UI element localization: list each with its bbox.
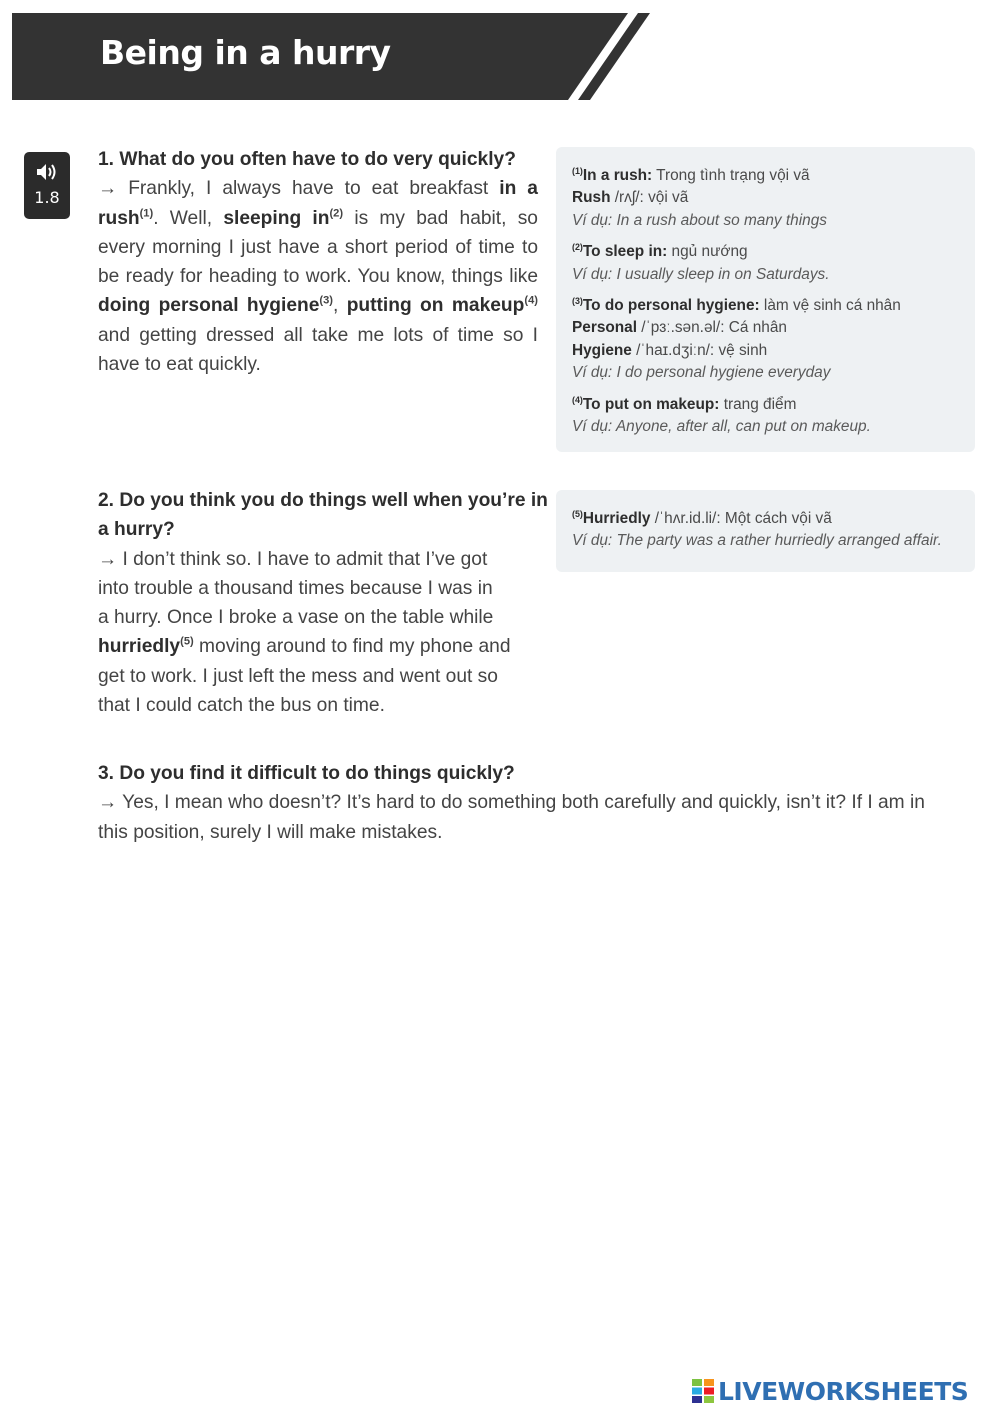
vocab-in-a-rush: in a rush — [98, 178, 538, 229]
answer-line: into trouble a thousand times because I was in — [98, 577, 493, 599]
vocab-term: Personal — [572, 319, 638, 337]
title-banner — [12, 13, 652, 100]
vocab-example: Ví dụ: The party was a rather hurriedly arranged affair. — [572, 532, 942, 550]
liveworksheets-logo[interactable] — [692, 1375, 968, 1407]
answer-line: this position, surely I will make mistakes. — [98, 821, 443, 843]
question-2-title-line-1: 2. Do you think you do things well when you’re in — [98, 490, 548, 511]
vocab-term: To put on makeup: — [582, 395, 720, 413]
vocab-personal-hygiene: doing personal hygiene — [98, 295, 320, 317]
question-2 — [98, 486, 548, 720]
footnote-ref-5: (5) — [180, 636, 194, 649]
answer-text: . Well, — [153, 207, 224, 229]
logo-text: LIVEWORKSHEETS — [718, 1376, 969, 1406]
vocab-sleeping-in: sleeping in — [223, 207, 330, 229]
question-2-title-line-2: a hurry? — [98, 519, 175, 541]
vocab-meaning: /ˈhaɪ.dʒiːn/: vệ sinh — [631, 341, 768, 359]
footnote-num: (4) — [572, 394, 583, 405]
audio-track-badge[interactable] — [24, 152, 70, 219]
vocabulary-box-2 — [556, 490, 975, 572]
footnote-ref-2: (2) — [329, 207, 344, 220]
answer-line: → I don’t think so. I have to admit that I’ve got — [98, 548, 488, 570]
question-3 — [98, 759, 978, 847]
answer-text: , — [333, 295, 347, 317]
vocab-term: Rush — [572, 189, 611, 207]
answer-text: moving around to find my phone and — [193, 636, 511, 658]
footnote-ref-1: (1) — [139, 207, 154, 220]
answer-text: → Frankly, I always have to eat breakfast — [98, 178, 500, 200]
footnote-num: (2) — [572, 242, 583, 253]
answer-line: get to work. I just left the mess and went out so — [98, 665, 498, 687]
vocab-meaning: ngủ nướng — [667, 243, 748, 261]
answer-line: → Yes, I mean who doesn’t? It’s hard to do something both carefully and quickly, isn’t it? If I am in — [98, 792, 925, 814]
answer-text: and getting dressed all take me lots of time so I have to eat quickly. — [98, 324, 538, 376]
vocab-meaning: làm vệ sinh cá nhân — [759, 297, 901, 315]
answer-line: a hurry. Once I broke a vase on the table while — [98, 607, 494, 629]
answer-line — [98, 632, 548, 661]
vocab-entry-5 — [572, 508, 961, 553]
vocab-meaning: trang điểm — [719, 395, 797, 413]
answer-text: is my bad habit, so every morning I just have a short period of time to be ready for heading to work. You know, things like — [98, 207, 538, 288]
vocab-term: In a rush: — [582, 167, 653, 184]
question-3-answer — [98, 788, 978, 847]
vocab-entry-2 — [572, 241, 961, 286]
vocab-example: Ví dụ: I do personal hygiene everyday — [572, 364, 831, 382]
vocab-term: Hygiene — [572, 341, 632, 359]
speaker-icon — [35, 162, 59, 182]
vocab-meaning: /ˈpɜː.sən.əl/: Cá nhân — [637, 319, 787, 337]
vocab-term: To sleep in: — [582, 243, 668, 261]
vocab-meaning: /ˈhʌr.id.li/: Một cách vội vã — [650, 510, 832, 527]
vocab-entry-3 — [572, 295, 961, 385]
audio-track-number: 1.8 — [34, 188, 60, 207]
vocab-example: Ví dụ: Anyone, after all, can put on makeup. — [572, 418, 871, 436]
vocab-example: Ví dụ: I usually sleep in on Saturdays. — [572, 265, 830, 283]
question-1 — [98, 145, 538, 379]
vocab-entry-4 — [572, 394, 961, 439]
vocab-hurriedly: hurriedly — [98, 636, 181, 658]
vocab-putting-on-makeup: putting on makeup — [346, 295, 525, 317]
question-1-title: 1. What do you often have to do very quickly? — [98, 149, 516, 170]
vocab-meaning: /rʌʃ/: vội vã — [610, 189, 689, 207]
answer-line: that I could catch the bus on time. — [98, 695, 385, 717]
vocab-entry-1 — [572, 165, 961, 232]
footnote-num: (3) — [572, 295, 583, 306]
question-1-answer — [98, 174, 538, 379]
footnote-ref-3: (3) — [319, 295, 334, 308]
vocab-term: Hurriedly — [582, 510, 651, 527]
liveworksheets-logo-icon — [692, 1379, 714, 1403]
page-title: Being in a hurry — [100, 33, 391, 72]
footnote-ref-4: (4) — [524, 295, 538, 308]
vocab-term: To do personal hygiene: — [582, 297, 760, 315]
footnote-num: (5) — [572, 508, 583, 519]
vocab-example: Ví dụ: In a rush about so many things — [572, 211, 827, 229]
question-3-title: 3. Do you find it difficult to do things quickly? — [98, 763, 515, 784]
footnote-num: (1) — [572, 165, 583, 176]
question-2-answer — [98, 545, 548, 721]
vocab-meaning: Trong tình trạng vội vã — [652, 167, 810, 184]
vocabulary-box-1 — [556, 147, 975, 452]
